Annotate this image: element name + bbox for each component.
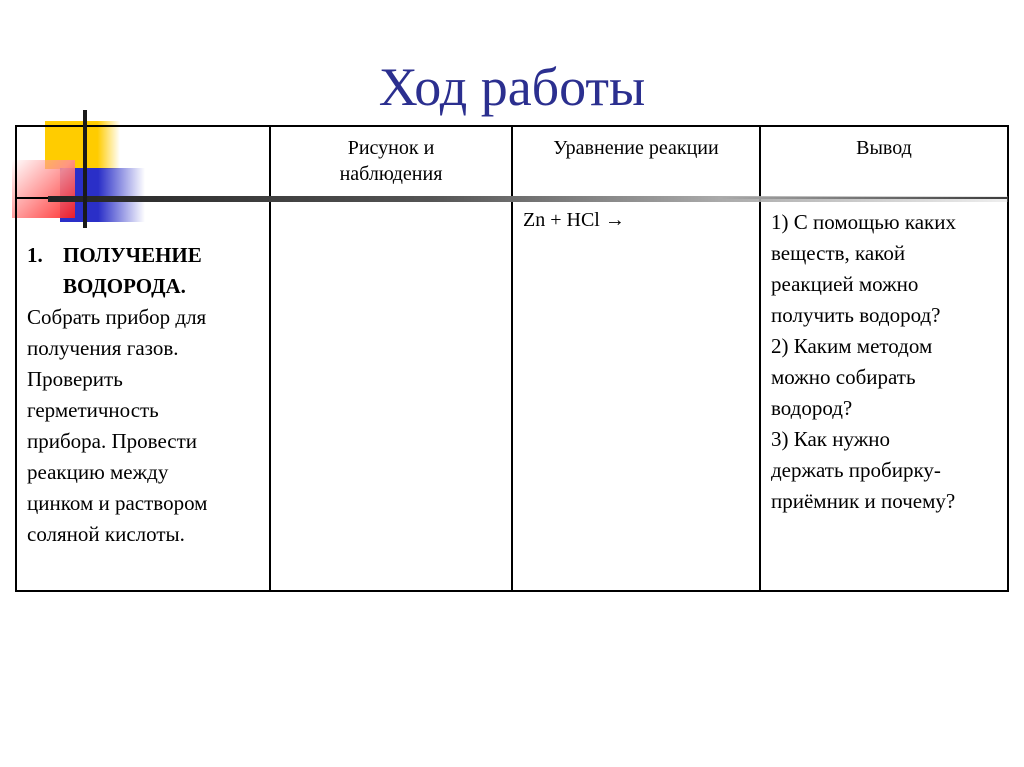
- task-heading-line: ПОЛУЧЕНИЕ: [63, 242, 202, 267]
- header-text: Уравнение реакции: [553, 137, 719, 159]
- conclusion-line: 1) С помощью каких: [771, 210, 956, 234]
- conclusion-line: реакцией можно: [771, 272, 919, 296]
- conclusion-cell: [760, 198, 1008, 591]
- task-number: 1.: [27, 242, 43, 267]
- task-heading: [27, 240, 259, 302]
- equation-text: Zn + HCl →: [523, 209, 625, 231]
- header-text: наблюдения: [339, 163, 443, 185]
- conclusion-line: приёмник и почему?: [771, 489, 956, 513]
- task-text-line: соляной кислоты.: [27, 521, 185, 546]
- task-text-line: прибора. Провести: [27, 428, 198, 453]
- header-cell-equation: [512, 126, 760, 198]
- header-cell-conclusion: [760, 126, 1008, 198]
- header-cell-task: [16, 126, 270, 198]
- conclusion-line: держать пробирку-: [771, 458, 941, 482]
- slide-title: Ход работы: [378, 57, 646, 117]
- conclusion-line: 3) Как нужно: [771, 427, 890, 451]
- header-text: Рисунок и: [347, 137, 435, 159]
- conclusion-line: можно собирать: [771, 365, 916, 389]
- task-text-line: Собрать прибор для: [27, 304, 207, 329]
- task-text-line: цинком и раствором: [27, 490, 208, 515]
- task-cell: [16, 198, 270, 591]
- task-heading-line: ВОДОРОДА.: [63, 273, 186, 298]
- task-text-line: герметичность: [27, 397, 159, 422]
- header-text: Вывод: [856, 137, 912, 159]
- task-text-line: реакцию между: [27, 459, 169, 484]
- task-text-line: получения газов.: [27, 335, 179, 360]
- observations-cell: [270, 198, 512, 591]
- decor-vertical-rule: [83, 110, 87, 228]
- conclusion-line: 2) Каким методом: [771, 334, 933, 358]
- task-text-line: Проверить: [27, 366, 123, 391]
- table-row: [16, 198, 1008, 591]
- header-cell-observations: [270, 126, 512, 198]
- table-header-row: [16, 126, 1008, 198]
- conclusion-line: веществ, какой: [771, 241, 906, 265]
- decor-horizontal-rule: [48, 196, 1008, 202]
- equation-cell: [512, 198, 760, 591]
- conclusion-line: водород?: [771, 396, 853, 420]
- conclusion-line: получить водород?: [771, 303, 941, 327]
